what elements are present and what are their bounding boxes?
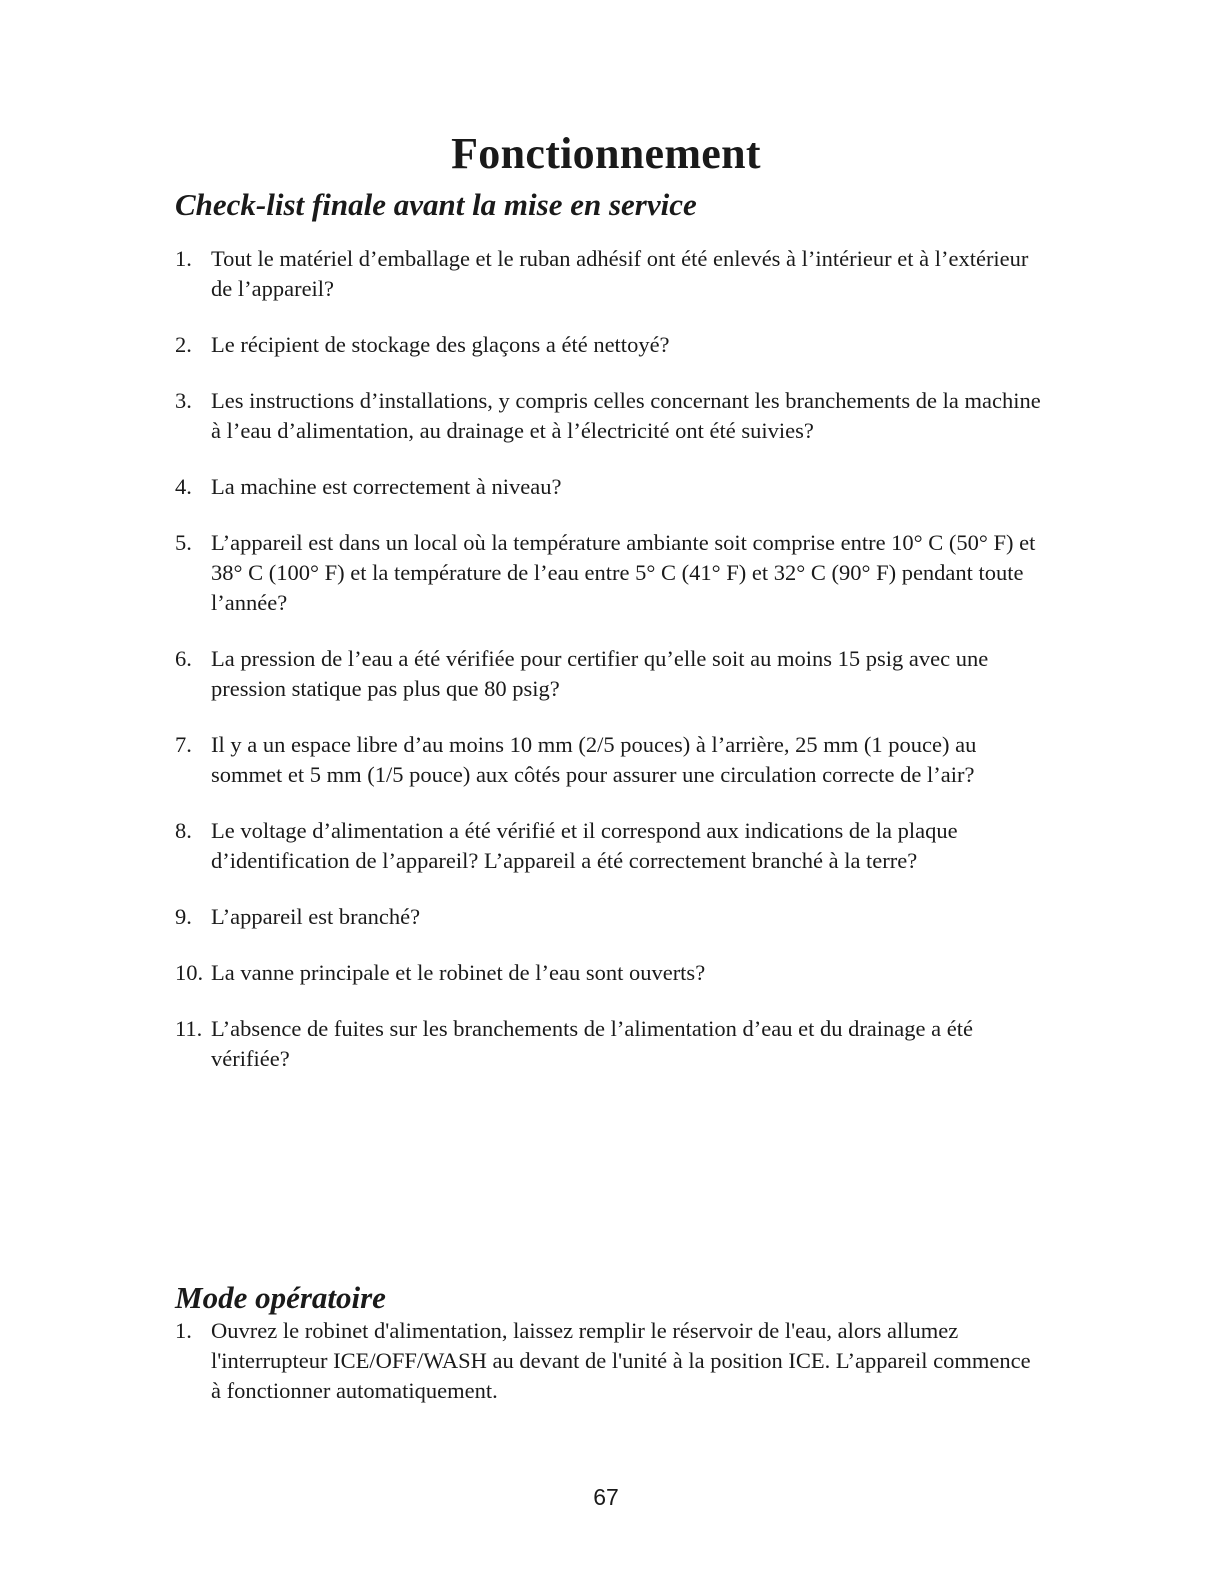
list-item [175, 472, 1045, 502]
item-text: La machine est correctement à niveau? [211, 474, 562, 499]
item-number: 9. [175, 904, 192, 929]
item-number: 1. [175, 246, 192, 271]
list-item [175, 1316, 1045, 1406]
item-number: 6. [175, 646, 192, 671]
list-item [175, 958, 1045, 988]
item-text: L’appareil est dans un local où la température ambiante soit comprise entre 10° C (50° F) et 38° C (100° F) et la température de l’eau entre 5° C (41° F) et 32° C (90° F) pendant toute l’année? [211, 530, 1036, 615]
item-number: 5. [175, 530, 192, 555]
item-number: 2. [175, 332, 192, 357]
item-number: 8. [175, 818, 192, 843]
item-text: Ouvrez le robinet d'alimentation, laissez remplir le réservoir de l'eau, alors allumez l'interrupteur ICE/OFF/WASH au devant de l'unité à la position ICE. L’appareil commence à fonctionner automatiquement. [211, 1318, 1031, 1403]
checklist-heading: Check-list finale avant la mise en service [175, 187, 697, 222]
item-number: 4. [175, 474, 192, 499]
list-item [175, 1014, 1045, 1074]
list-item [175, 330, 1045, 360]
list-item [175, 528, 1045, 618]
page-title: Fonctionnement [451, 129, 761, 178]
list-item [175, 644, 1045, 704]
mode-operatoire-heading: Mode opératoire [175, 1280, 386, 1315]
list-item [175, 244, 1045, 304]
mode-operatoire-list [175, 1316, 1045, 1406]
item-text: L’absence de fuites sur les branchements de l’alimentation d’eau et du drainage a été vérifiée? [211, 1016, 973, 1071]
item-number: 10. [175, 960, 204, 985]
list-item [175, 730, 1045, 790]
item-text: Les instructions d’installations, y compris celles concernant les branchements de la machine à l’eau d’alimentation, au drainage et à l’électricité ont été suivies? [211, 388, 1041, 443]
item-text: Il y a un espace libre d’au moins 10 mm (2/5 pouces) à l’arrière, 25 mm (1 pouce) au sommet et 5 mm (1/5 pouce) aux côtés pour assurer une circulation correcte de l’air? [211, 732, 977, 787]
list-item [175, 902, 1045, 932]
item-text: Le voltage d’alimentation a été vérifié et il correspond aux indications de la plaque d’identification de l’appareil? L’appareil a été correctement branché à la terre? [211, 818, 958, 873]
item-number: 1. [175, 1318, 192, 1343]
item-number: 11. [175, 1016, 203, 1041]
item-text: Tout le matériel d’emballage et le ruban adhésif ont été enlevés à l’intérieur et à l’extérieur de l’appareil? [211, 246, 1029, 301]
item-number: 3. [175, 388, 192, 413]
checklist [175, 244, 1045, 1100]
item-text: Le récipient de stockage des glaçons a été nettoyé? [211, 332, 670, 357]
item-text: La vanne principale et le robinet de l’eau sont ouverts? [211, 960, 706, 985]
list-item [175, 386, 1045, 446]
item-number: 7. [175, 732, 192, 757]
list-item [175, 816, 1045, 876]
item-text: La pression de l’eau a été vérifiée pour certifier qu’elle soit au moins 15 psig avec une pression statique pas plus que 80 psig? [211, 646, 989, 701]
page-number: 67 [593, 1484, 619, 1510]
item-text: L’appareil est branché? [211, 904, 421, 929]
